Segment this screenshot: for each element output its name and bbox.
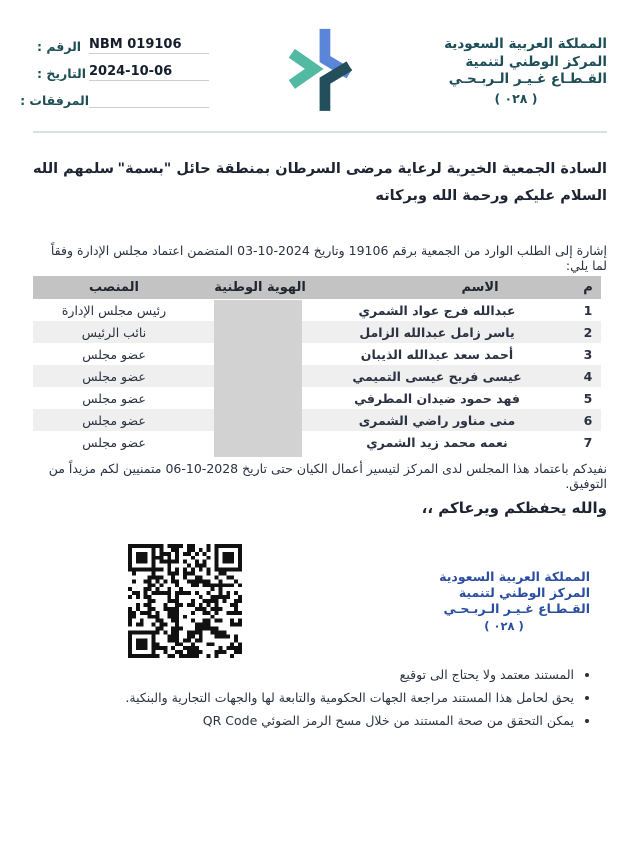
table-cell-position: رئيس مجلس الإدارة	[61, 302, 167, 318]
table-header-national-id: الهوية الوطنية	[195, 276, 325, 299]
greeting-line: السلام عليكم ورحمة الله وبركاته	[375, 188, 607, 204]
org-header-block	[425, 36, 607, 107]
footer-note: • يحق لحامل هذا المستند مراجعة الجهات الحكومية والتابعة لها والجهات التجارية والبنكية.	[30, 686, 574, 709]
table-row	[33, 431, 601, 453]
org-code-line: ( ٠٢٨ )	[494, 90, 538, 106]
table-cell-name: منى مناور راضي الشمرى	[325, 409, 575, 431]
national-id-redaction	[214, 300, 302, 457]
table-header-row	[33, 276, 601, 299]
table-row	[33, 409, 601, 431]
footer-note: • يمكن التحقق من صحة المستند من خلال مسح الرمز الضوئي QR Code	[30, 709, 574, 732]
ref-attachments-label: المرفقات :	[20, 93, 89, 108]
salutation-side: سلمهم الله	[33, 161, 115, 177]
org-name-line-3: القـطـاع غـيـر الـربـحـي	[448, 71, 607, 87]
table-cell-name: فهد حمود ضيدان المطرفي	[354, 390, 520, 406]
table-cell-name: عيسى فريح عيسى التميمي	[325, 365, 575, 387]
table-cell-index: 6	[575, 409, 601, 431]
table-cell-index: 7	[583, 434, 593, 450]
ref-attachments-value	[89, 106, 209, 108]
ref-date-row	[33, 57, 209, 81]
ref-number-label: الرقم :	[37, 39, 82, 54]
ref-number-row	[33, 30, 209, 54]
approval-paragraph: نفيدكم باعتماد هذا المجلس لدى المركز لتيسير أعمال الكيان حتى تاريخ 2028-10-06 متمنيين لكم مزيداً من التوفيق.	[48, 461, 607, 491]
ref-number-value: NBM 019106	[89, 37, 209, 54]
table-row	[33, 387, 601, 409]
table-cell-position: عضو مجلس	[33, 409, 195, 431]
table-cell-name: أحمد سعد عبدالله الذيبان	[360, 346, 514, 362]
ref-date-label: التاريخ :	[37, 66, 87, 81]
footer-org-line-2: المركز الوطني لتنمية	[458, 585, 590, 600]
table-cell-index: 3	[583, 346, 593, 362]
table-cell-index: 4	[575, 365, 601, 387]
ncnp-star-logo-icon	[284, 26, 362, 114]
reference-paragraph: إشارة إلى الطلب الوارد من الجمعية برقم 19106 وتاريخ 2024-10-03 المتضمن اعتماد مجلس الإدارة وفقاً لما يلي:	[50, 243, 607, 273]
footer-note: • المستند معتمد ولا يحتاج الى توقيع	[30, 663, 574, 686]
footer-org-line-3: القـطـاع غـيـر الـربـحـي	[443, 601, 590, 616]
table-header-position: المنصب	[33, 276, 195, 299]
footer-org-code-line: ( ٠٢٨ )	[484, 619, 524, 633]
recipient-text: السادة الجمعية الخيرية لرعاية مرضى السرطان بمنطقة حائل "بسمة"	[117, 161, 607, 177]
table-header-index: م	[575, 276, 601, 299]
ref-block	[20, 30, 209, 111]
table-row	[33, 343, 601, 365]
ref-date-value: 2024-10-06	[89, 64, 209, 81]
ref-attachments-row	[20, 84, 209, 108]
org-name-line-2: المركز الوطني لتنمية	[465, 53, 607, 70]
closing-dua: والله يحفظكم ويرعاكم ،،	[421, 499, 607, 517]
table-cell-position: عضو مجلس	[33, 365, 195, 387]
table-cell-index: 5	[583, 390, 593, 406]
table-row	[33, 365, 601, 387]
qr-code	[128, 544, 242, 658]
table-row	[33, 321, 601, 343]
board-table	[33, 276, 601, 453]
header-divider	[33, 131, 607, 133]
table-header-name: الاسم	[325, 276, 575, 299]
footer-notes	[30, 663, 590, 732]
table-cell-index: 1	[583, 302, 593, 318]
table-cell-position: عضو مجلس	[82, 390, 146, 406]
table-cell-name: ياسر زامل عبدالله الزامل	[325, 321, 575, 343]
table-cell-name: نعمه محمد زيد الشمري	[366, 434, 508, 450]
table-row	[33, 299, 601, 321]
table-cell-index: 2	[575, 321, 601, 343]
org-name-line-1: المملكة العربية السعودية	[444, 36, 607, 52]
table-cell-name: عبدالله فرج عواد الشمري	[358, 302, 516, 318]
footer-org-block	[418, 569, 590, 634]
table-cell-position: عضو مجلس	[82, 434, 146, 450]
table-cell-position: نائب الرئيس	[33, 321, 195, 343]
footer-org-line-1: المملكة العربية السعودية	[439, 569, 590, 584]
recipient-line	[33, 161, 607, 177]
table-cell-position: عضو مجلس	[82, 346, 146, 362]
